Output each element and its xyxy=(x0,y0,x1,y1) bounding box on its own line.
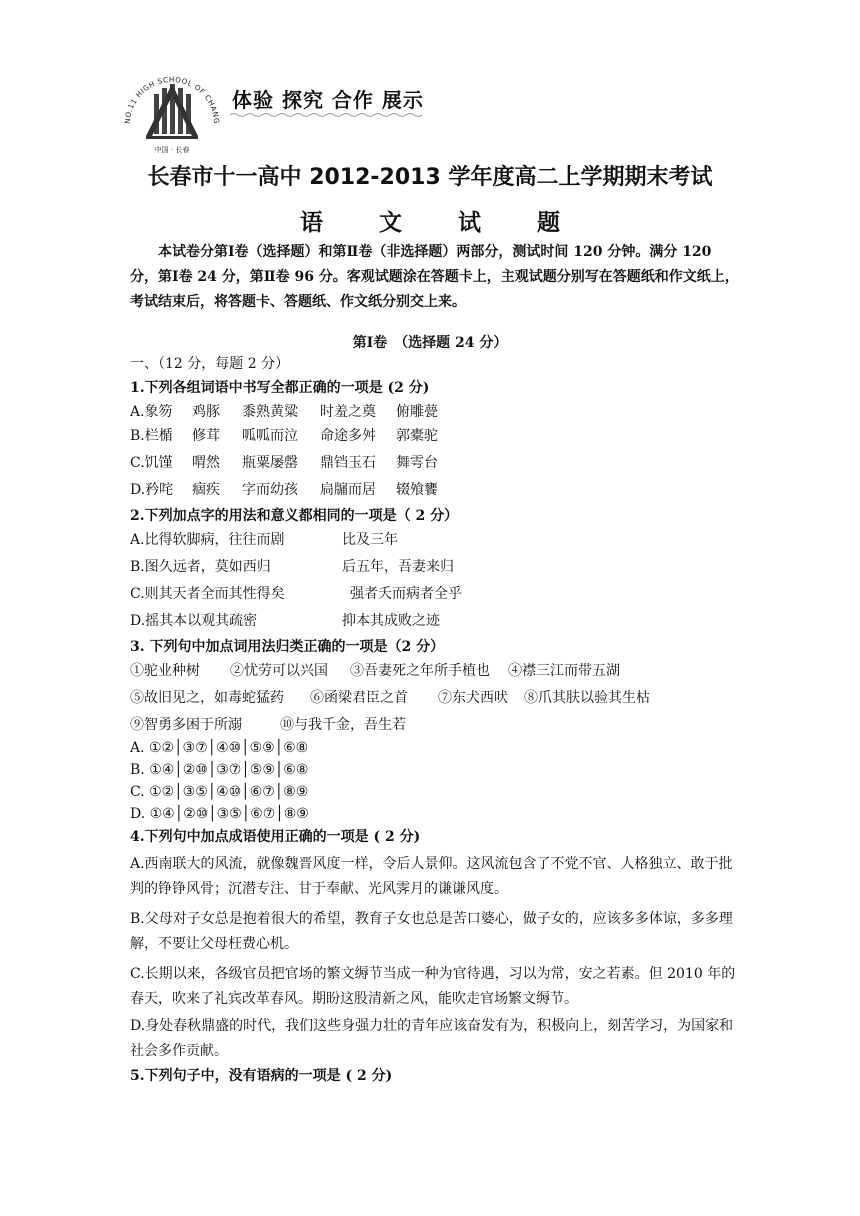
q4-option-a: A.西南联大的风流，就像魏晋风度一样，令后人景仰。这风流包含了不党不官、人格独立、敢于批判的铮铮风骨；沉潜专注、甘于奉献、光风霁月的谦谦风度。 xyxy=(130,856,733,897)
question-content xyxy=(130,352,742,1088)
q4-option-b: B.父母对子女总是抱着很大的希望，教育子女也总是苦口婆心，做子女的，应该多多体谅，多多理解，不要让父母枉费心机。 xyxy=(130,911,733,952)
q2-option-c: C.则其天者全而其性得矣 强者夭而病者全乎 xyxy=(130,586,462,602)
q3-option-a: A. ①②│③⑦│④⑩│⑤⑨│⑥⑧ xyxy=(130,740,309,756)
school-motto: 体验 探究 合作 展示 xyxy=(232,88,424,112)
q2-stem: 2.下列加点字的用法和意义都相同的一项是（ 2 分） xyxy=(130,508,459,524)
q3-option-c: C. ①②│③⑤│④⑩│⑥⑦│⑧⑨ xyxy=(130,784,309,800)
section1-heading: 一、（12 分，每题 2 分） xyxy=(130,356,290,372)
q3-option-d: D. ①④│②⑩│③⑤│⑥⑦│⑧⑨ xyxy=(130,806,309,822)
svg-text:中国 · 长春: 中国 · 长春 xyxy=(154,146,190,154)
q3-stem: 3. 下列句中加点词用法归类正确的一项是（2 分） xyxy=(130,639,445,655)
q3-row2: ⑤故旧见之，如毒蛇猛药 ⑥函梁君臣之首 ⑦东犬西吠 ⑧爪其肤以验其生枯 xyxy=(130,690,650,706)
q1-option-a: A.象笏 鸡豚 黍熟黄粱 时羞之奠 俯雕甍 xyxy=(130,404,438,420)
motto-wave-underline xyxy=(230,112,426,118)
q1-option-d: D.矜咤 痼疾 字而幼孩 扃牖而居 辍飧饔 xyxy=(130,482,438,498)
q3-row3: ⑨智勇多困于所溺 ⑩与我千金，吾生若 xyxy=(130,717,406,733)
exam-instructions: 本试卷分第Ⅰ卷（选择题）和第Ⅱ卷（非选择题）两部分，测试时间 120 分钟。满分 120 分，第Ⅰ卷 24 分，第Ⅱ卷 96 分。客观试题涂在答题卡上，主观试题分别写在答题纸和作文纸上，考试结束后，将答题卡、答题纸、作文纸分别交上来。 xyxy=(130,244,739,310)
q2-option-d: D.摇其本以观其疏密 抑本其成败之迹 xyxy=(130,613,440,629)
q1-option-c: C.饥馑 喟然 瓶粟屡罄 鼎铛玉石 舞雩台 xyxy=(130,455,438,471)
svg-text:NO.11 HIGH SCHOOL OF CHANG CHU: NO.11 HIGH SCHOOL OF CHANG xyxy=(122,74,222,125)
q1-stem: 1.下列各组词语中书写全都正确的一项是 (2 分) xyxy=(130,380,430,396)
q1-option-b: B.栏楯 修茸 呱呱而泣 命途多舛 郭橐驼 xyxy=(130,428,438,444)
exam-subtitle: 语 文 试 题 xyxy=(299,210,585,236)
q4-stem: 4.下列句中加点成语使用正确的一项是 ( 2 分) xyxy=(130,829,421,845)
q5-stem: 5.下列句子中，没有语病的一项是 ( 2 分) xyxy=(130,1068,393,1084)
q2-option-b: B.图久远者，莫如西归 后五年，吾妻来归 xyxy=(130,559,454,575)
q3-option-b: B. ①④│②⑩│③⑦│⑤⑨│⑥⑧ xyxy=(130,762,309,778)
q4-option-c: C.长期以来，各级官员把官场的繁文缛节当成一种为官待遇，习以为常，安之若素。但 2010 年的春天，吹来了礼宾改革春风。期盼这股清新之风，能吹走官场繁文缛节。 xyxy=(130,966,736,1007)
q4-option-d: D.身处春秋鼎盛的时代，我们这些身强力壮的青年应该奋发有为，积极向上，刻苦学习，为国家和社会多作贡献。 xyxy=(130,1018,734,1059)
part1-heading: 第Ⅰ卷 （选择题 24 分） xyxy=(352,335,508,351)
q3-row1: ①驼业种树 ②忧劳可以兴国 ③吾妻死之年所手植也 ④襟三江而带五湖 xyxy=(130,663,620,679)
q2-option-a: A.比得软脚病，往往而剧 比及三年 xyxy=(130,532,398,548)
exam-title: 长春市十一高中 2012-2013 学年度高二上学期期末考试 xyxy=(147,165,713,190)
school-logo xyxy=(116,62,226,162)
